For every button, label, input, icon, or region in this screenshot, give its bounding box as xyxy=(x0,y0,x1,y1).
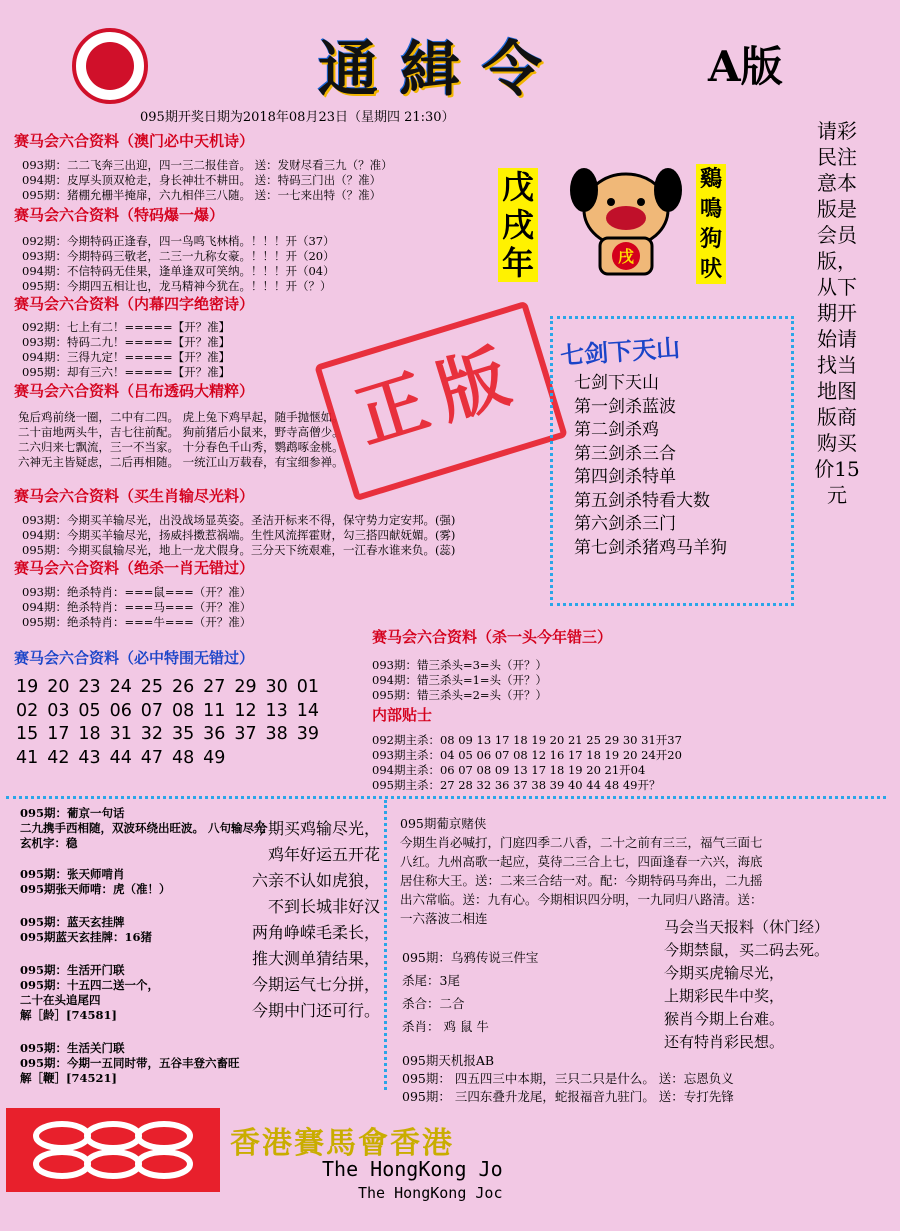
text-line: 093期：特码二九！=====【开？准】 xyxy=(22,335,231,349)
text-line: 094期：不信特码无佳果，逢单逢双可笑纳。！！！开（04） xyxy=(22,264,335,278)
number-row xyxy=(16,700,328,724)
footer-en-text: The HongKong Joc xyxy=(358,1184,503,1202)
number-cell: 05 xyxy=(78,700,101,721)
text-line: 095期：今期一五同时带，五谷丰登六畜旺 xyxy=(20,1056,240,1070)
number-cell: 44 xyxy=(109,747,132,768)
number-cell: 01 xyxy=(296,677,319,697)
number-cell: 06 xyxy=(109,700,132,721)
text-line: 二六归来七飘流，三一不当家。 十分春色千山秀，鹦鹉啄金桃。 xyxy=(18,440,344,454)
text-line: 二十在头追尾四 xyxy=(20,993,101,1007)
number-cell: 25 xyxy=(140,677,164,697)
section-body xyxy=(22,513,455,558)
text-line: 杀肖： 鸡 鼠 牛 xyxy=(402,1019,489,1034)
number-cell: 31 xyxy=(109,724,132,744)
section-title: 赛马会六合资料（澳门必中天机诗） xyxy=(14,132,255,150)
text-line: 居住称大王。送：二来三合结一对。配：今期特码马奔出，二九摇 xyxy=(400,873,763,888)
number-cell: 13 xyxy=(265,700,288,721)
text-line: 今期买虎输尽光， xyxy=(664,964,785,982)
section-body xyxy=(22,158,393,203)
number-row xyxy=(16,676,328,700)
poem-line: 六亲不认如虎狼， xyxy=(251,871,380,890)
number-cell: 14 xyxy=(296,700,319,721)
text-line: 095期：错三杀头=2=头（开？） xyxy=(372,688,548,702)
text-line: 093期：今期特码三敬老，二三一九称女豪。！！！开（20） xyxy=(22,249,335,263)
text-line: 八红。九州高歌一起应，莫待二三合上七，四面逢春一六兴，海底 xyxy=(400,854,763,869)
text-line: 杀尾：3尾 xyxy=(402,973,460,988)
text-line: 出六常临。送：九有心。今期相识四分明，一九同归八路清。送： xyxy=(400,892,763,907)
text-line: 095期：绝杀特肖：===牛===（开？准） xyxy=(22,615,252,629)
section-title: 赛马会六合资料（特码爆一爆） xyxy=(14,206,225,224)
text-line: 095期张天师啃：虎（准！） xyxy=(20,882,171,896)
dog-mascot-icon xyxy=(566,160,686,280)
text-line: 一六落波二相连 xyxy=(400,911,488,926)
section-title: 内部贴士 xyxy=(372,706,433,724)
section-body xyxy=(372,733,682,793)
number-cell: 07 xyxy=(140,700,164,721)
section-body xyxy=(372,658,547,703)
section-title: 赛马会六合资料（必中特围无错过） xyxy=(14,649,255,667)
number-cell: 11 xyxy=(203,700,226,721)
sky-block xyxy=(402,1052,734,1106)
rest-block xyxy=(664,916,829,1054)
poem-line: 两角峥嵘毛柔长， xyxy=(251,923,380,942)
text-line: 095期：张天师啃肖 xyxy=(20,867,125,881)
section-title: 赛马会六合资料（买生肖输尽光料） xyxy=(14,487,255,505)
draw-date: 095期开奖日期为2018年08月23日（星期四 21:30） xyxy=(140,110,455,125)
sword-item: 七剑下天山 xyxy=(574,373,659,393)
number-cell: 17 xyxy=(47,724,70,744)
poem xyxy=(240,816,380,1024)
sword-item: 第三剑杀三合 xyxy=(574,443,676,464)
number-cell: 41 xyxy=(16,747,39,768)
number-cell: 48 xyxy=(171,747,195,768)
number-cell: 30 xyxy=(265,677,288,697)
text-line: 094期：错三杀头=1=头（开？） xyxy=(372,673,548,687)
text-line: 095期：生活开门联 xyxy=(20,963,125,977)
number-cell: 43 xyxy=(78,747,101,768)
text-line: 解［鞭］[74521] xyxy=(20,1071,117,1085)
text-line: 今期生肖必喊打，门庭四季二八香，二十之前有三三，福气三面七 xyxy=(400,835,763,850)
text-line: 还有特肖彩民想。 xyxy=(664,1033,785,1051)
section-body xyxy=(22,320,230,380)
section-title: 赛马会六合资料（吕布透码大精粹） xyxy=(14,382,255,400)
text-line: 玄机字：稳 xyxy=(20,836,78,850)
text-line: 095期蓝天玄挂牌：16猪 xyxy=(20,930,153,944)
text-line: 093期：绝杀特肖：===鼠===（开？准） xyxy=(22,585,252,599)
number-cell: 47 xyxy=(140,747,164,768)
sky-title: 095期天机报AB xyxy=(402,1053,495,1068)
number-cell: 35 xyxy=(171,724,195,744)
number-cell: 19 xyxy=(16,677,39,697)
bauhinia-icon xyxy=(86,42,134,90)
text-line: 094期：三得九定！=====【开？准】 xyxy=(22,350,231,364)
section-body xyxy=(22,234,335,294)
number-row xyxy=(16,723,328,747)
vertical-divider xyxy=(384,800,387,1090)
text-line: 093期主杀：04 05 06 07 08 12 16 17 18 19 20 24开20 xyxy=(372,748,682,762)
text-line: 上期彩民牛中奖， xyxy=(664,987,785,1005)
poem-line: 推大测单猜结果， xyxy=(251,949,380,968)
text-line: 今期禁鼠，买二码去死。 xyxy=(664,941,830,959)
footer-logo-band xyxy=(6,1108,220,1192)
text-line: 095期： 三四东叠升龙尾，蛇报福音九驻门。 送：专打先锋 xyxy=(402,1089,734,1104)
poem-line: 今期运气七分拼， xyxy=(251,975,380,994)
text-line: 六神无主皆疑虑，二后再相随。 一统江山万载春，有宝细参禅。 xyxy=(18,455,344,469)
section-title: 赛马会六合资料（杀一头今年错三） xyxy=(372,628,613,646)
number-cell: 38 xyxy=(265,724,288,744)
hkjc-logo xyxy=(72,28,148,104)
text-line: 093期：错三杀头=3=头（开？） xyxy=(372,658,548,672)
text-line: 092期：今期特码正逢春，四一鸟鸣飞林梢。！！！开（37） xyxy=(22,234,335,248)
edition-label: A版 xyxy=(708,42,783,91)
text-line: 094期：皮厚头顶双枪走，身长神壮不耕田。 送：特码三门出（？准） xyxy=(22,173,382,187)
poem-line: 今期买鸡输尽光， xyxy=(251,819,380,838)
text-line: 092期：七上有二！=====【开？准】 xyxy=(22,320,231,334)
text-line: 094期：今期买羊输尽光，扬威抖擞惹祸端。生性风流挥霍财，勾三搭四献妩媚。(雾) xyxy=(22,528,456,542)
number-cell: 29 xyxy=(234,677,257,697)
text-line: 杀合：二合 xyxy=(402,996,465,1011)
number-cell: 18 xyxy=(78,724,101,744)
number-cell: 42 xyxy=(47,747,70,768)
text-line: 095期：却有三六！=====【开？准】 xyxy=(22,365,231,379)
text-line: 解［龄］[74581] xyxy=(20,1008,117,1022)
number-cell: 24 xyxy=(109,677,132,697)
zodiac-saying: 鷄鳴狗吠 xyxy=(696,164,726,284)
sword-item: 第五剑杀特看大数 xyxy=(574,490,710,511)
number-cell: 37 xyxy=(234,724,257,744)
dog-char: 戌 xyxy=(617,247,635,266)
member-notice: 请彩民注意本版是会员版，从下期开始请找当地图版商购买价15元 xyxy=(814,119,860,507)
page-title: 通緝令 xyxy=(318,35,564,105)
seven-swords-title: 七剑下天山 xyxy=(559,332,682,371)
text-line: 095期：十五四二送一个， xyxy=(20,978,160,992)
number-cell: 39 xyxy=(296,724,319,744)
footer-cn-text: 香港賽馬會香港 xyxy=(230,1126,454,1161)
number-cell: 12 xyxy=(234,700,257,721)
sword-item: 第七剑杀猪鸡马羊狗 xyxy=(574,537,727,558)
text-line: 095期：今期四五相让也，龙马精神今犹在。！！！开（？） xyxy=(22,279,332,293)
gamble-title: 095期葡京赌侠 xyxy=(400,816,487,831)
number-cell: 23 xyxy=(78,677,101,697)
text-line: 094期主杀：06 07 08 09 13 17 18 19 20 21开04 xyxy=(372,763,646,777)
info-block xyxy=(20,1041,380,1086)
text-line: 093期：二二飞奔三出迎，四一三二报佳音。 送：发财尽看三九（？准） xyxy=(22,158,393,172)
number-row xyxy=(16,747,328,771)
number-cell: 15 xyxy=(16,724,39,744)
number-cell: 26 xyxy=(171,677,195,697)
number-cell: 32 xyxy=(140,724,164,744)
text-line: 093期：今期买羊输尽光，出没战场显英姿。圣洁开标来不得，保守势力定安邦。(强) xyxy=(22,513,456,527)
text-line: 095期：葡京一句话 xyxy=(20,806,125,820)
section-title: 赛马会六合资料（绝杀一肖无错过） xyxy=(14,559,255,577)
text-line: 094期：绝杀特肖：===马===（开？准） xyxy=(22,600,252,614)
text-line: 二九携手西相随，双波环绕出旺波。 八句输尽光 xyxy=(20,821,266,835)
poem-line: 鸡年好运五开花 xyxy=(267,845,380,864)
text-line: 092期主杀：08 09 13 17 18 19 20 21 25 29 30 31开37 xyxy=(372,733,682,747)
poem-line: 今期中门还可行。 xyxy=(251,1001,380,1020)
section-body xyxy=(22,585,251,630)
sword-item: 第六剑杀三门 xyxy=(574,514,676,534)
text-line: 兔后鸡前绕一圈，二中有二四。 虎上兔下鸡早起，随手抛惬如。 xyxy=(18,410,344,424)
number-cell: 36 xyxy=(203,724,226,744)
number-grid xyxy=(16,676,328,770)
number-cell: 49 xyxy=(203,747,226,768)
section-title: 赛马会六合资料（内幕四字绝密诗） xyxy=(14,295,255,313)
text-line: 095期： 四五四三中本期，三只二只是什么。 送：忘恩负义 xyxy=(402,1071,734,1086)
text-line: 095期：蓝天玄挂牌 xyxy=(20,915,125,929)
bottom-right-panel xyxy=(400,814,880,928)
sword-item: 第一剑杀蓝波 xyxy=(574,396,676,417)
section-body xyxy=(18,410,344,470)
text-line: 095期：生活关门联 xyxy=(20,1041,125,1055)
number-cell: 08 xyxy=(171,700,195,721)
text-line: 猴肖今期上台难。 xyxy=(664,1010,785,1028)
text-line: 095期：今期买鼠输尽光，地上一龙犬假身。三分天下统艰难，一江春水谁来负。(蕊) xyxy=(22,543,456,557)
genuine-stamp: 正版 xyxy=(314,301,568,502)
footer-en-text: The HongKong Jo xyxy=(322,1157,503,1181)
text-line: 095期：乌鸦传说三件宝 xyxy=(402,950,539,965)
rest-title: 马会当天报料（休门经） xyxy=(664,918,830,936)
year-label: 戊戌年 xyxy=(498,168,538,282)
number-cell: 20 xyxy=(47,677,70,697)
seven-swords-list xyxy=(574,372,727,560)
chain-pattern-icon xyxy=(6,1108,220,1192)
sword-item: 第二剑杀鸡 xyxy=(574,420,659,440)
poem-line: 不到长城非好汉 xyxy=(267,897,380,916)
text-line: 二十亩地两头牛，吉七往前配。 狗前猪后小鼠来，野寺高僧少。 xyxy=(18,425,344,439)
sword-item: 第四剑杀特单 xyxy=(574,467,676,487)
number-cell: 27 xyxy=(203,677,226,697)
number-cell: 03 xyxy=(47,700,70,721)
number-cell: 02 xyxy=(16,700,39,721)
text-line: 095期：猪棚允栅半掩扉，六九相伴三八随。 送：一七来出特（？准） xyxy=(22,188,382,202)
text-line: 095期主杀：27 28 32 36 37 38 39 40 44 48 49开？ xyxy=(372,778,661,792)
crow-block xyxy=(402,946,538,1038)
